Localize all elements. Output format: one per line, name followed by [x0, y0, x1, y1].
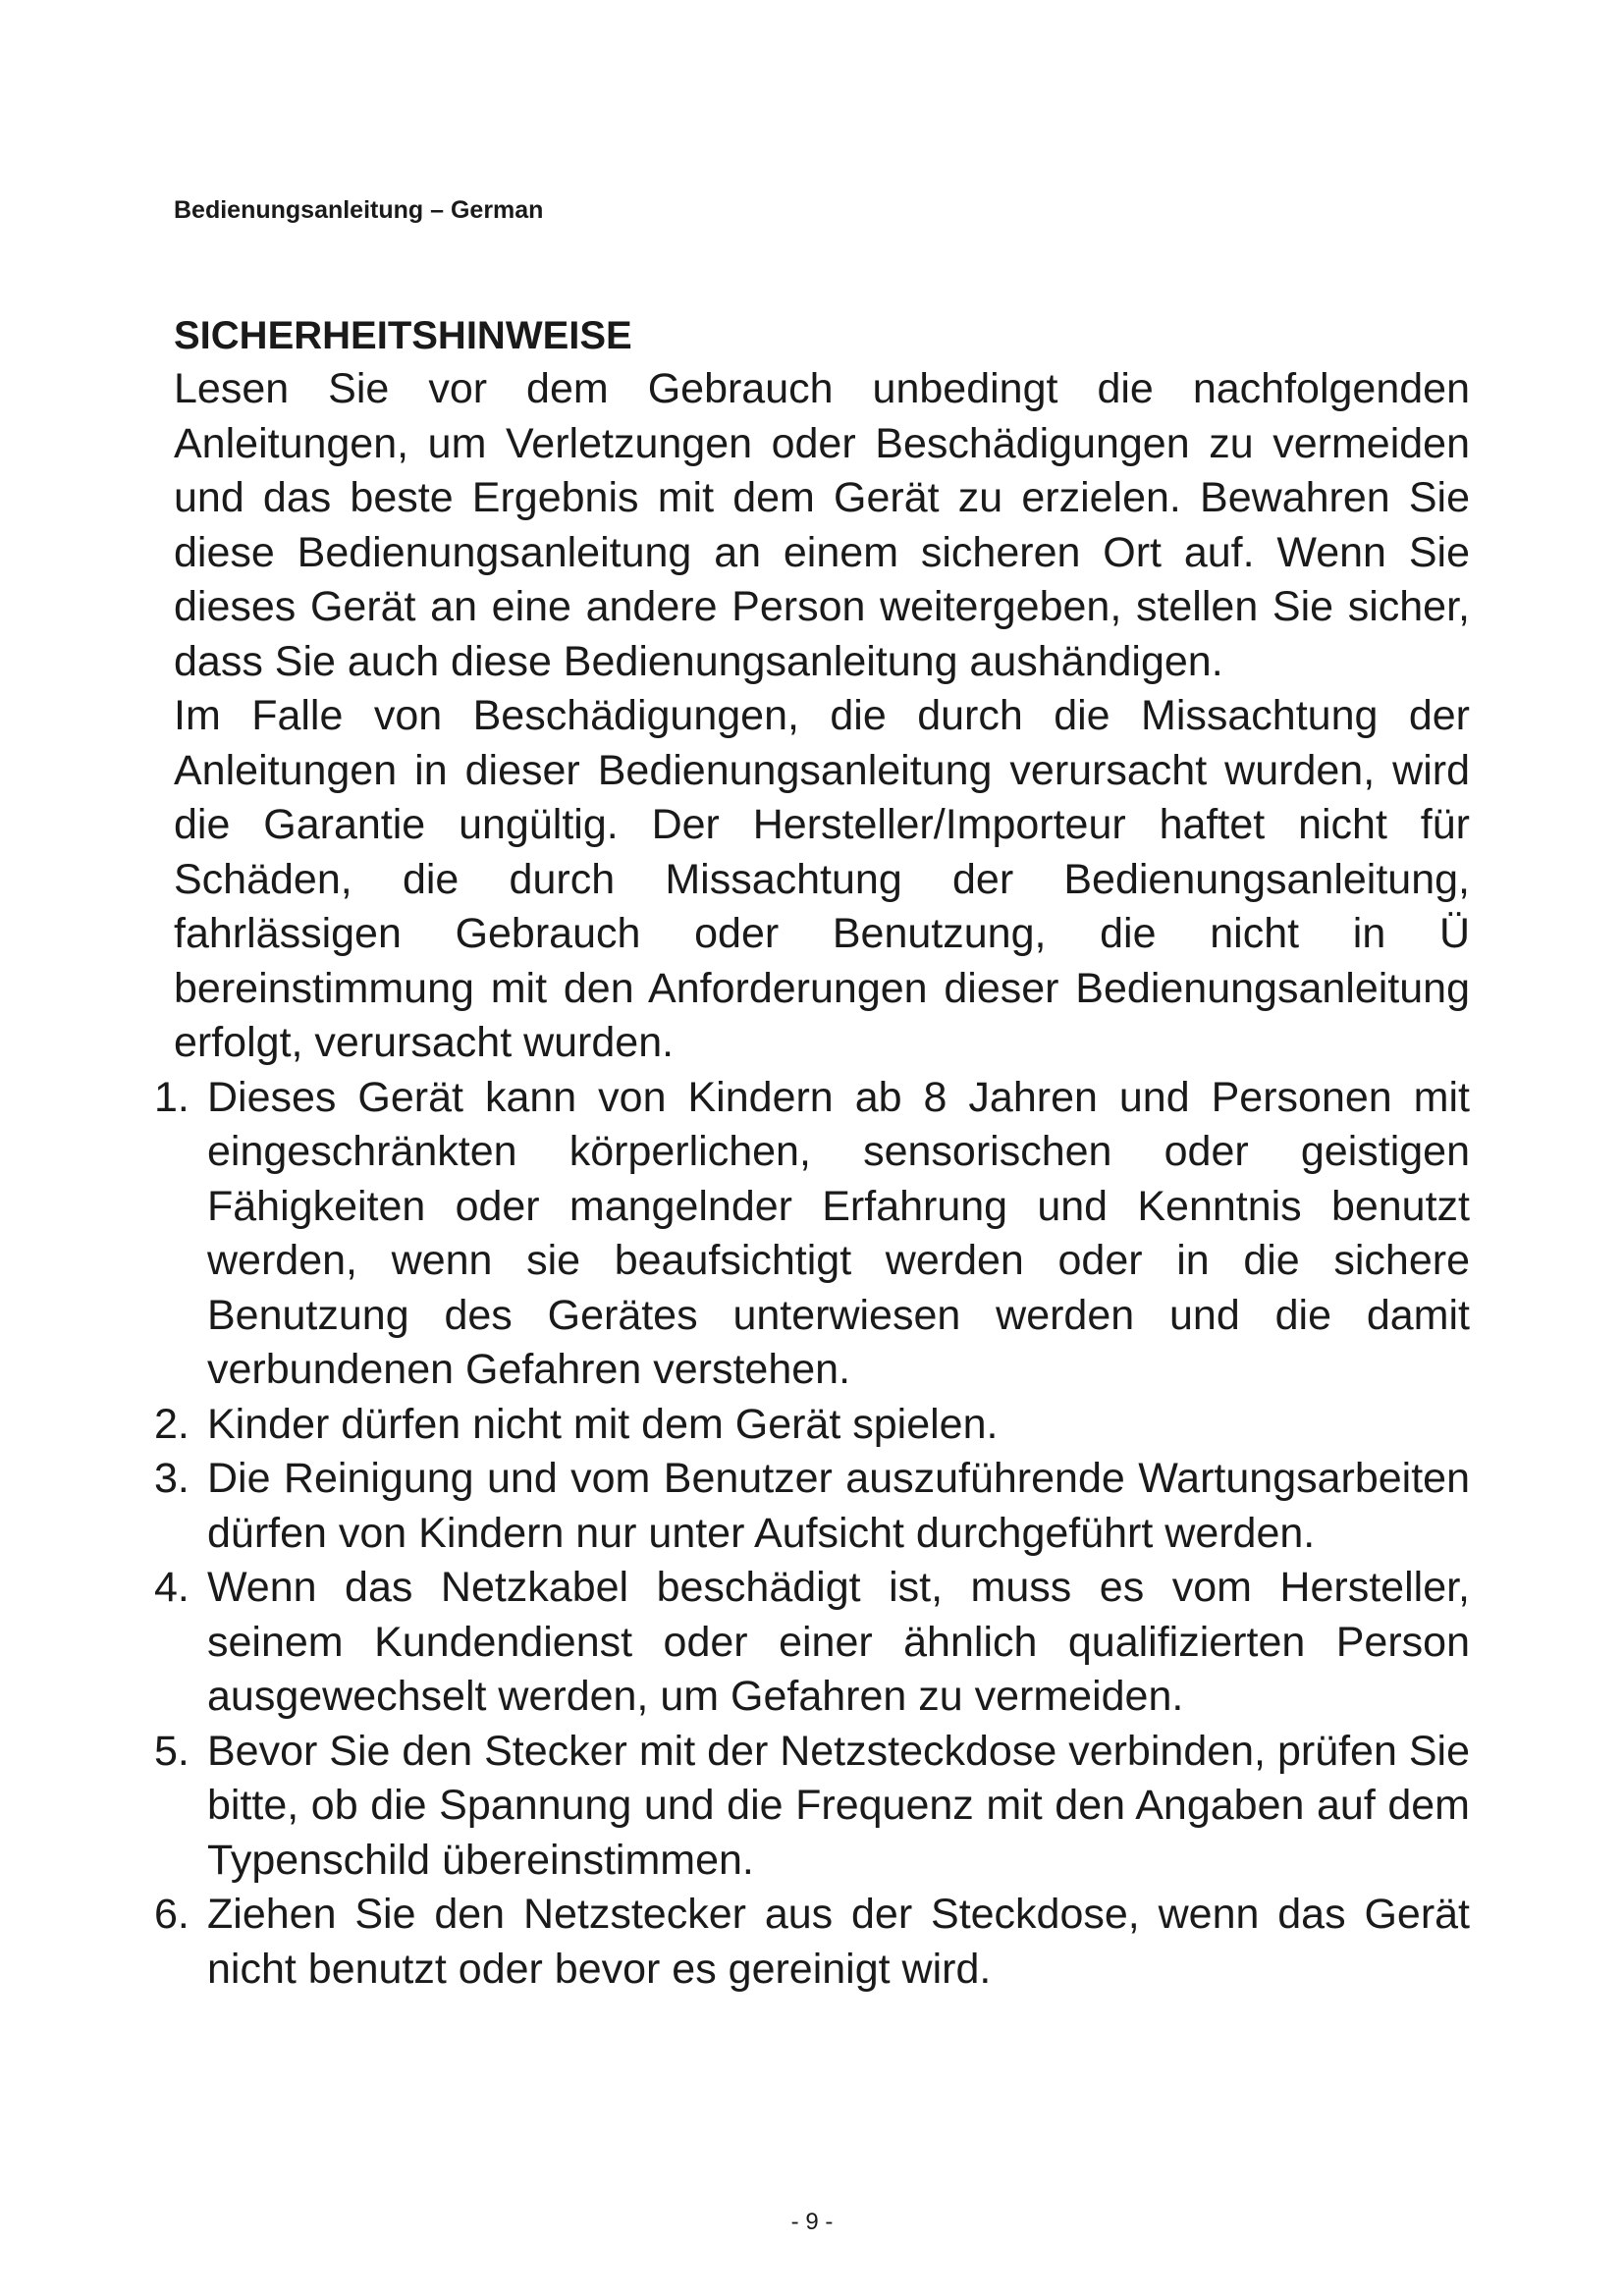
section-title: SICHERHEITSHINWEISE [174, 314, 632, 357]
warranty-paragraph: Im Falle von Beschädigungen, die durch die Missachtung der Anleitungen in dieser Bedienungsanleitung verursacht wurden, wird die Garantie ungültig. Der Hersteller/Importeur haftet nicht für Schäden, die durch Missachtung der Bedienungsanleitung, fahrlässigen Gebrauch oder Benutzung, die nicht in Ü bereinstimmung mit den Anforderungen dieser Bedienungsanleitung erfolgt, verursacht wurden. [174, 692, 1470, 1066]
list-item-number: 5. [154, 1727, 189, 1775]
page-number: - 9 - [790, 2209, 834, 2235]
list-item-number: 4. [154, 1564, 189, 1611]
list-item-number: 1. [154, 1073, 189, 1121]
list-item [154, 1561, 1470, 1725]
list-item-text: Kinder dürfen nicht mit dem Gerät spielen. [207, 1400, 999, 1448]
list-item-number: 3. [154, 1455, 189, 1502]
list-item [154, 1888, 1470, 1997]
safety-list [154, 1071, 1470, 1998]
list-item-text: Dieses Gerät kann von Kindern ab 8 Jahren und Personen mit eingeschränkten körperlichen, sensorischen oder geistigen Fähigkeiten oder mangelnder Erfahrung und Kenntnis benutzt werden, wenn sie beaufsichtigt werden oder in die sichere Benutzung des Gerätes unterwiesen werden und die damit verbundenen Gefahren verstehen. [207, 1073, 1470, 1393]
list-item-text: Ziehen Sie den Netzstecker aus der Steckdose, wenn das Gerät nicht benutzt oder bevor es gereinigt wird. [207, 1891, 1470, 1993]
list-item-number: 2. [154, 1400, 189, 1448]
page-header: Bedienungsanleitung – German [174, 196, 544, 224]
list-item [154, 1452, 1470, 1561]
list-item [154, 1398, 1470, 1453]
list-item [154, 1725, 1470, 1889]
list-item-text: Die Reinigung und vom Benutzer auszuführende Wartungsarbeiten dürfen von Kindern nur unter Aufsicht durchgeführt werden. [207, 1455, 1470, 1557]
list-item-number: 6. [154, 1891, 189, 1938]
safety-section [154, 309, 1470, 1997]
intro-paragraph: Lesen Sie vor dem Gebrauch unbedingt die nachfolgenden Anleitungen, um Verletzungen oder Beschädigungen zu vermeiden und das beste Ergebnis mit dem Gerät zu erzielen. Bewahren Sie diese Bedienungsanleitung an einem sicheren Ort auf. Wenn Sie dieses Gerät an eine andere Person weitergeben, stellen Sie sicher, dass Sie auch diese Bedienungsanleitung aushändigen. [174, 365, 1470, 685]
list-item-text: Wenn das Netzkabel beschädigt ist, muss es vom Hersteller, seinem Kundendienst oder einer ähnlich qualifizierten Person ausgewechselt werden, um Gefahren zu vermeiden. [207, 1564, 1470, 1720]
list-item-text: Bevor Sie den Stecker mit der Netzsteckdose verbinden, prüfen Sie bitte, ob die Spannung und die Frequenz mit den Angaben auf dem Typenschild übereinstimmen. [207, 1727, 1470, 1884]
list-item [154, 1071, 1470, 1398]
